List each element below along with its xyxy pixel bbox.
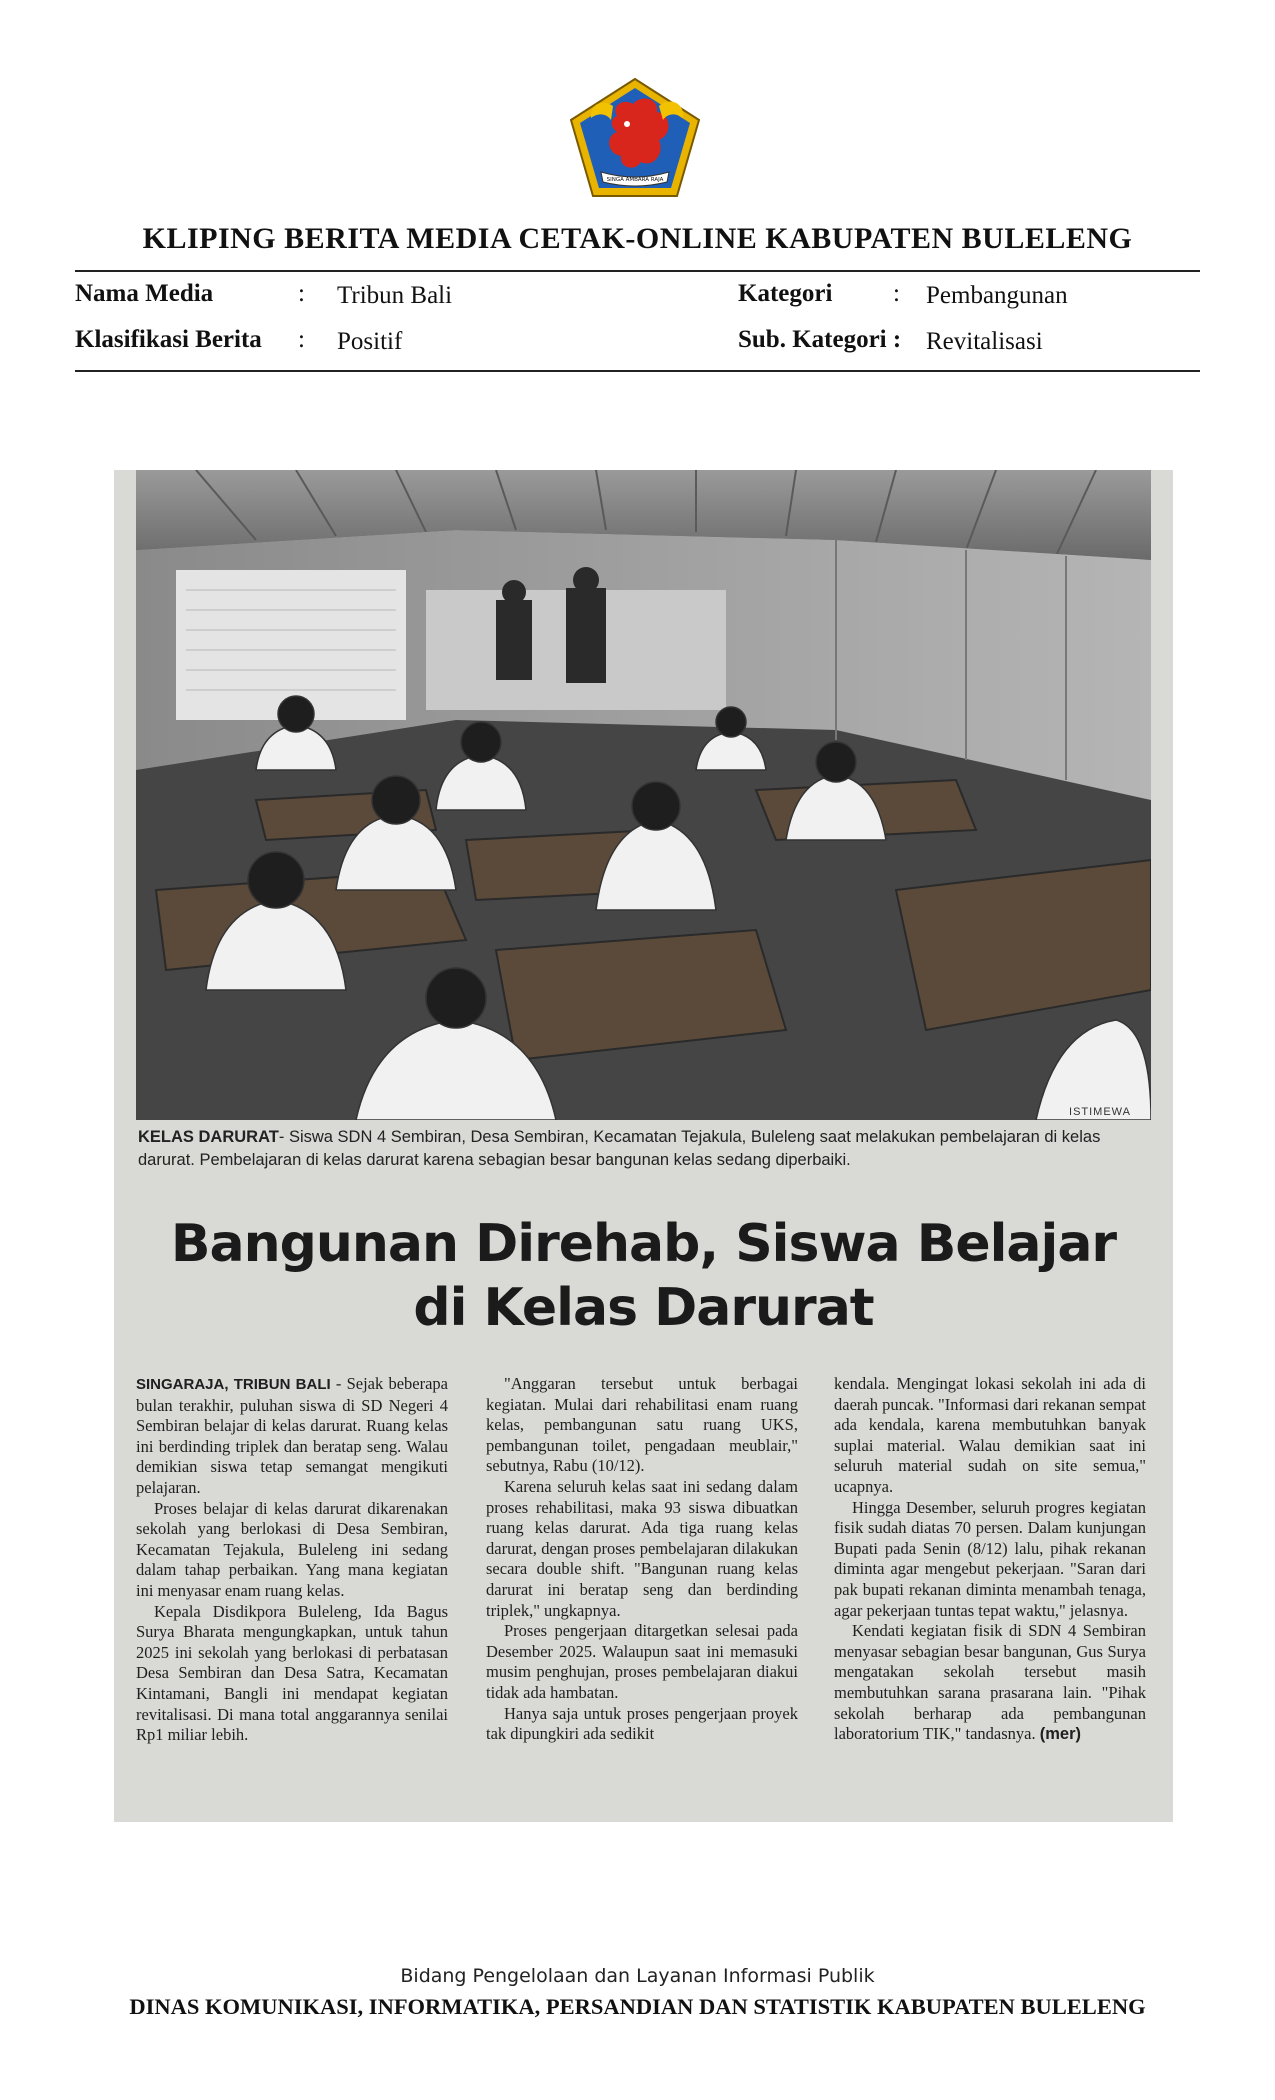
headline-line-1: Bangunan Direhab, Siswa Belajar [170,1214,1117,1274]
kategori-label: Kategori [738,280,833,307]
kategori-value: Pembangunan [926,282,1068,309]
article-headline [114,1212,1173,1340]
caption-text: - Siswa SDN 4 Sembiran, Desa Sembiran, Kecamatan Tejakula, Buleleng saat melakukan pembelajaran di kelas darurat. Pembelajaran di kelas darurat karena sebagian besar bangunan kelas sedang diperbaiki. [138,1128,1101,1169]
paragraph: "Anggaran tersebut untuk berbagai kegiatan. Mulai dari rehabilitasi enam ruang kelas, pembangunan satu ruang UKS, pembangunan toilet, pengadaan meublair," sebutnya, Rabu (10/12). [486,1374,798,1476]
klasifikasi-label: Klasifikasi Berita [75,326,262,353]
paragraph: SINGARAJA, TRIBUN BALI - Sejak beberapa bulan terakhir, puluhan siswa di SD Negeri 4 Sembiran belajar di kelas darurat. Ruang kelas ini berdinding triplek dan beratap seng. Walau demikian siswa tetap semangat mengikuti pelajaran. [136,1374,448,1497]
dateline: SINGARAJA, TRIBUN BALI [136,1376,331,1393]
klasifikasi-value: Positif [337,328,403,355]
header-divider-bottom [75,370,1200,372]
sub-kategori-label: Sub. Kategori : [738,326,902,353]
sub-kategori-value: Revitalisasi [926,328,1043,355]
newspaper-clipping [114,470,1173,1822]
headline-line-2: di Kelas Darurat [413,1278,874,1338]
article-column-3 [834,1374,1146,1745]
photo-caption [138,1126,1148,1172]
separator: : [298,326,305,353]
article-column-1 [136,1374,448,1746]
paragraph: Karena seluruh kelas saat ini sedang dalam proses rehabilitasi, maka 93 siswa dibuatkan ruang kelas darurat. Ada tiga ruang kelas darurat, dengan proses pembelajaran dilakukan secara double shift. "Bangunan ruang kelas darurat ini beratap seng dan berdinding triplek," ungkapnya. [486,1476,798,1620]
header-divider-top [75,270,1200,272]
paragraph: Kepala Disdikpora Buleleng, Ida Bagus Surya Bharata mengungkapkan, untuk tahun 2025 ini sekolah yang berlokasi di perbatasan Desa Sembiran dan Desa Satra, Kecamatan Kintamani, Bangli ini mendapat kegiatan revitalisasi. Di mana total anggarannya senilai Rp1 miliar lebih. [136,1601,448,1745]
classroom-photo [136,470,1151,1120]
separator: : [893,280,900,307]
photo-credit: ISTIMEWA [1069,1106,1131,1118]
regency-emblem-logo [567,76,703,202]
paragraph: Hingga Desember, seluruh progres kegiatan fisik sudah diatas 70 persen. Dalam kunjungan Bupati pada Senin (8/12) lalu, pihak rekanan diminta agar mengebut pekerjaan. "Saran dari pak bupati rekanan diminta menambah tenaga, agar pekerjaan tuntas tepat waktu," jelasnya. [834,1497,1146,1620]
paragraph: Hanya saja untuk proses pengerjaan proyek tak dipungkiri ada sedikit [486,1703,798,1744]
nama-media-value: Tribun Bali [337,282,453,309]
page-title: KLIPING BERITA MEDIA CETAK-ONLINE KABUPATEN BULELENG [142,222,1133,255]
caption-lead: KELAS DARURAT [138,1128,279,1146]
article-column-2 [486,1374,798,1745]
paragraph: kendala. Mengingat lokasi sekolah ini ada di daerah puncak. "Informasi dari rekanan sempat ada kendala, karena membutuhkan banyak suplai material. Walau demikian saat ini seluruh material sudah on site semua," ucapnya. [834,1374,1146,1496]
svg-text:SINGA AMBARA RAJA: SINGA AMBARA RAJA [606,177,664,183]
separator: : [298,280,305,307]
footer-division: Bidang Pengelolaan dan Layanan Informasi Publik [400,1965,875,1987]
paragraph: Kendati kegiatan fisik di SDN 4 Sembiran menyasar sebagian besar bangunan, Gus Surya mengatakan sekolah tersebut masih membutuhkan sarana prasarana lain. "Pihak sekolah berharap ada pembangunan laboratorium TIK," tandasnya. (mer) [834,1621,1146,1744]
paragraph: Proses belajar di kelas darurat dikarenakan sekolah yang berlokasi di Desa Sembiran, Kecamatan Tejakula, Buleleng ini sedang dalam tahap perbaikan. Yang mana kegiatan ini menyasar enam ruang kelas. [136,1498,448,1600]
nama-media-label: Nama Media [75,280,214,307]
paragraph: Proses pengerjaan ditargetkan selesai pada Desember 2025. Walaupun saat ini memasuki musim penghujan, proses pembelajaran diakui tidak ada hambatan. [486,1621,798,1702]
footer-agency: DINAS KOMUNIKASI, INFORMATIKA, PERSANDIAN DAN STATISTIK KABUPATEN BULELENG [129,1994,1146,2019]
author-signature: (mer) [1039,1725,1082,1744]
